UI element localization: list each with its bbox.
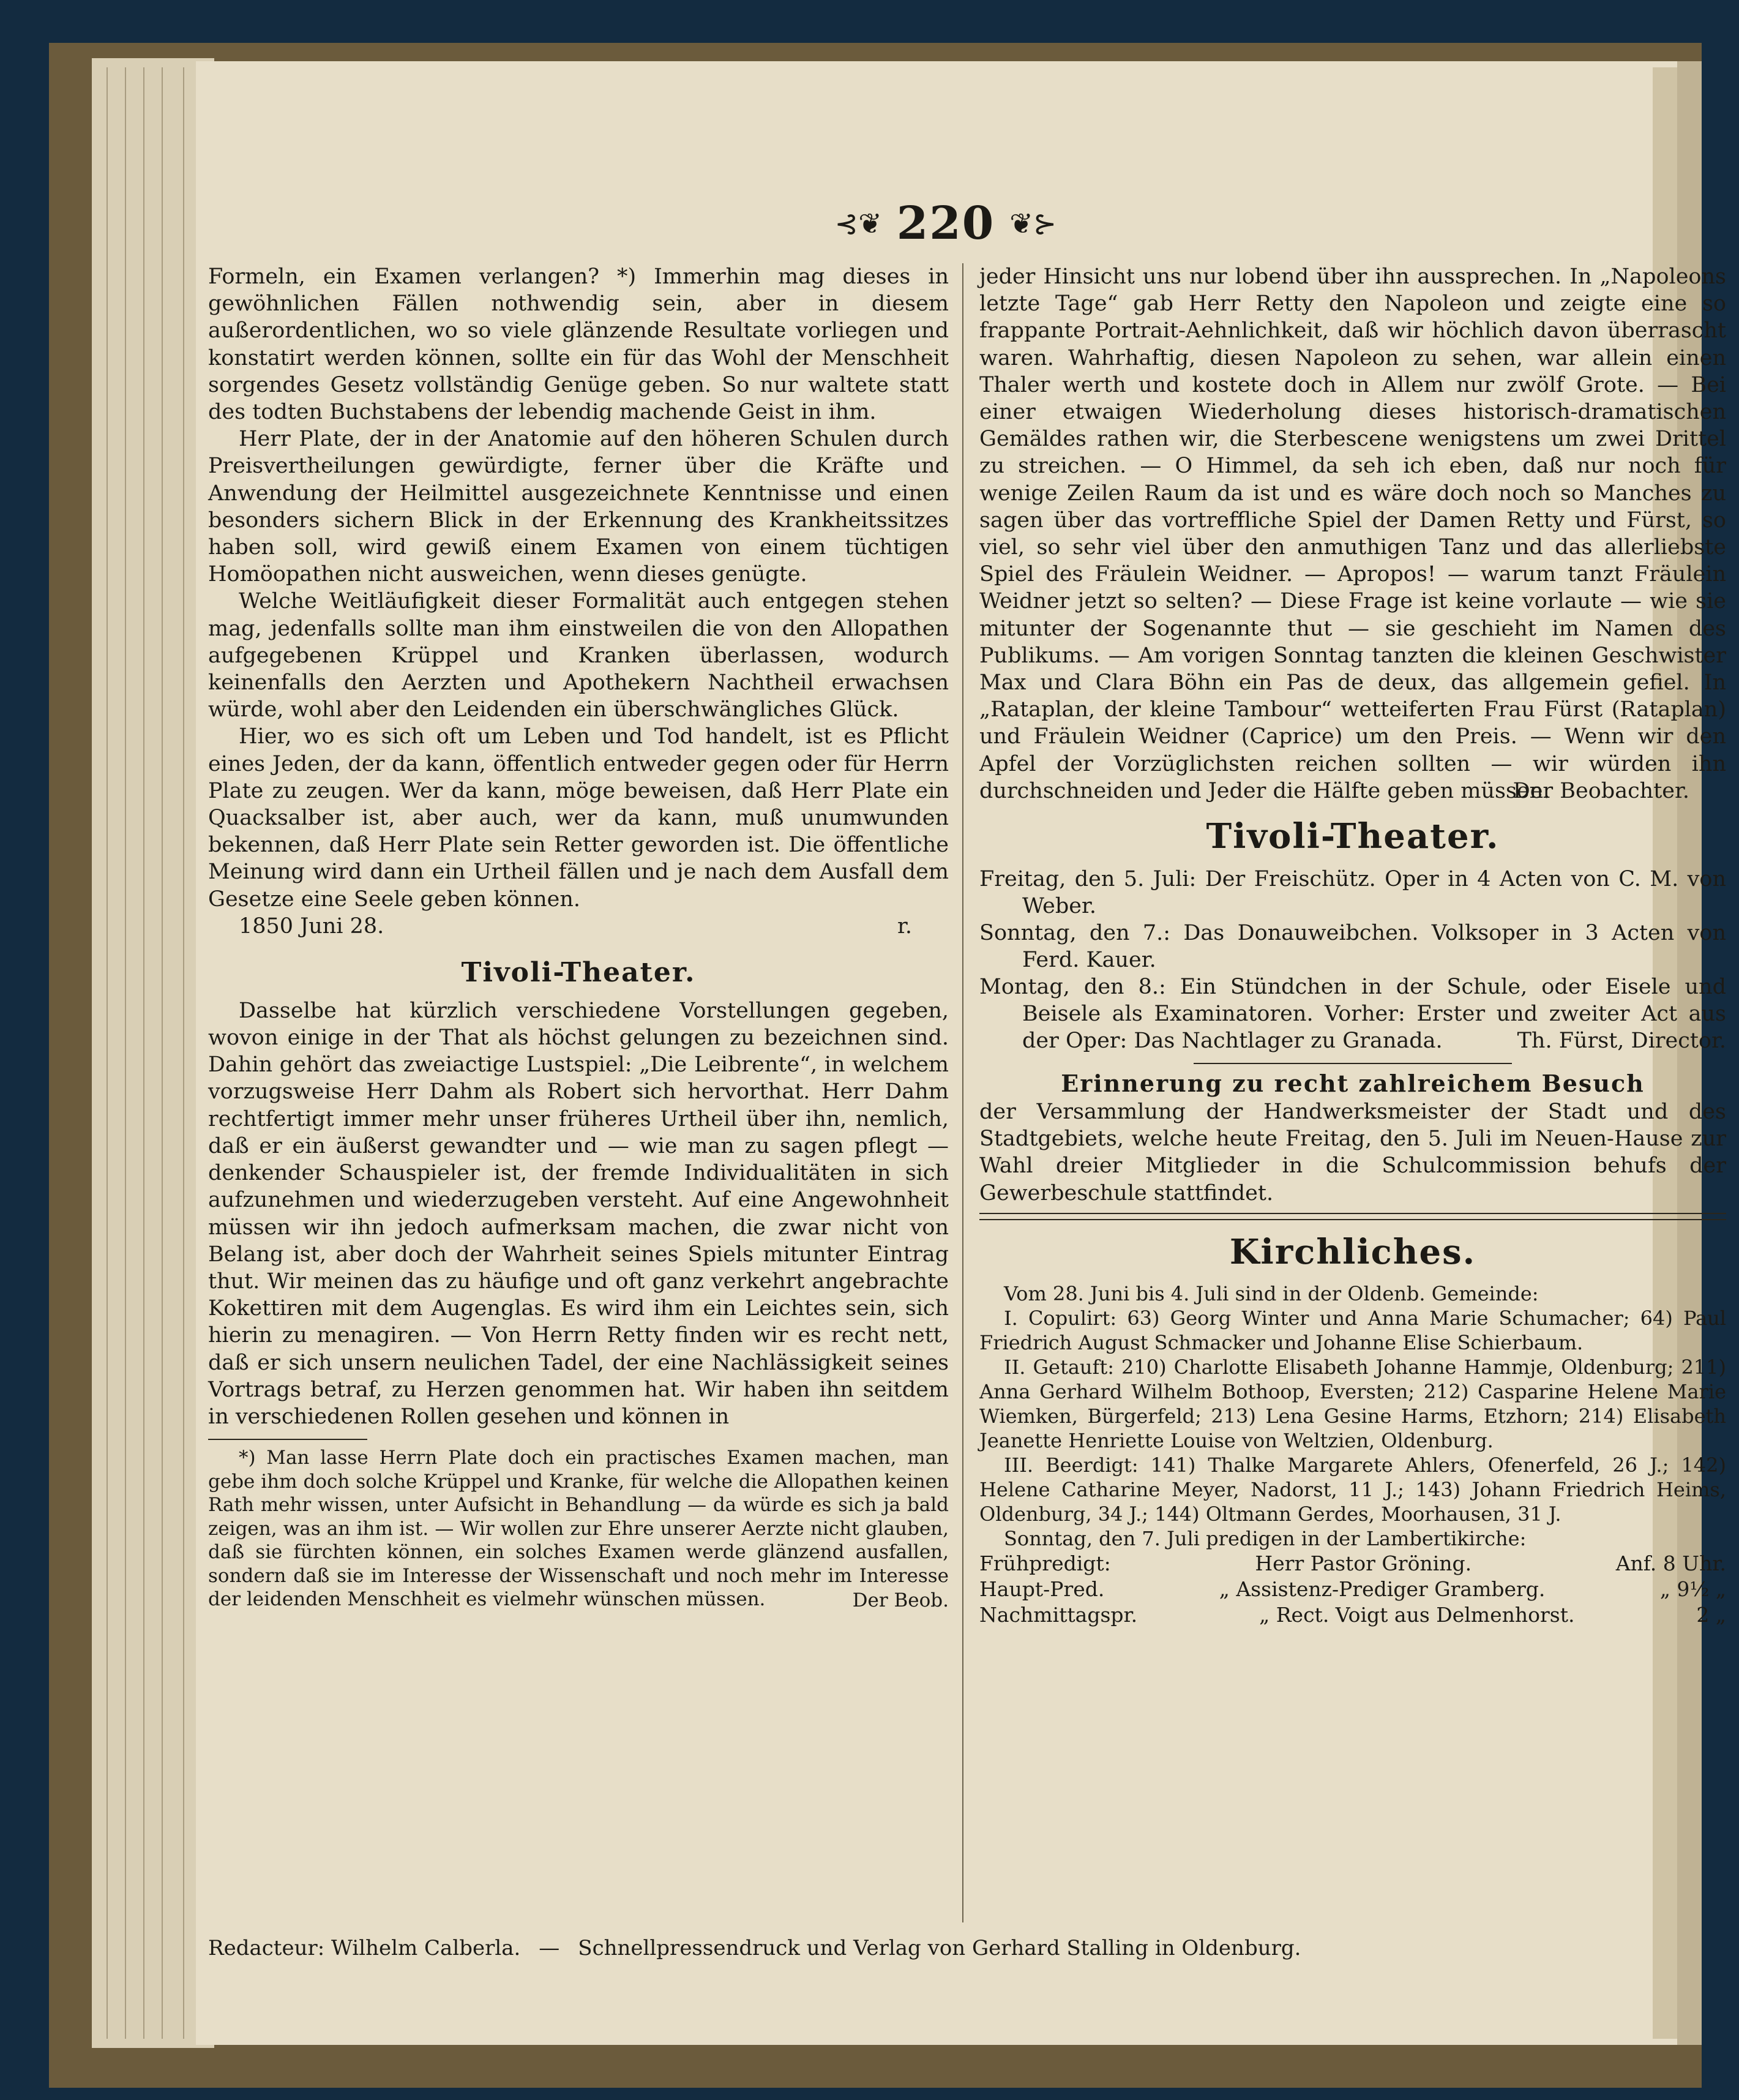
- sermon-schedule: [979, 1551, 1726, 1628]
- author-initial: r.: [897, 913, 912, 939]
- church-baptisms: II. Getauft: 210) Charlotte Elisabeth Johanne Hammje, Oldenburg; 211) Anna Gerhard Wilhelm Bothoop, Eversten; 212) Casparine Helene Marie Wiemken, Bürgerfeld; 213) Lena Gesine Harms, Etzhorn; 214) Elisabeth Jeanette Henriette Louise von Weltzien, Oldenburg.: [979, 1355, 1726, 1452]
- program-entry: Sonntag, den 7.: Das Donauweibchen. Volksoper in 3 Acten von Ferd. Kauer.: [979, 921, 1726, 973]
- sermon-row: [979, 1577, 1726, 1602]
- notice: [979, 1069, 1726, 1207]
- section-heading: Tivoli-Theater.: [1206, 816, 1500, 857]
- program-entry: Montag, den 8.: Ein Stündchen in der Schule, oder Eisele und Beisele als Examinatoren. Vorher: Erster und zweiter Act aus der Oper: Das Nachtlager zu Granada.: [979, 975, 1726, 1054]
- section-heading: Kirchliches.: [1229, 1231, 1476, 1272]
- sermon-row: [979, 1551, 1726, 1577]
- notice-title: Erinnerung zu recht zahlreichem Besuch: [1061, 1070, 1645, 1098]
- service-name: Haupt-Pred.: [979, 1577, 1105, 1601]
- notice-body: der Versammlung der Handwerksmeister der Stadt und des Stadtgebiets, welche heute Freitag, den 5. Juli im Neuen-Hause zur Wahl dreier Mitglieder in die Schulcommission behufs der Gewerbeschule stattfindet.: [979, 1100, 1726, 1206]
- footnote: [208, 1446, 949, 1611]
- program-signature: Th. Fürst, Director.: [1517, 1029, 1726, 1054]
- divider: [1194, 1063, 1512, 1064]
- editor-credit: Redacteur: Wilhelm Calberla.: [208, 1936, 521, 1960]
- dateline: [208, 913, 949, 940]
- paragraph: Formeln, ein Examen verlangen? *) Immerhin mag dieses in gewöhnlichen Fällen nothwendig sein, aber in diesem außerordentlichen, wo so viele glänzende Resultate vorliegen und konstatirt werden können, sollte ein für das Wohl der Menschheit sorgendes Gesetz vollständig Genüge geben. So nur waltete statt des todten Buchstabens der lebendig machende Geist in ihm.: [208, 264, 949, 425]
- service-time: Anf. 8 Uhr.: [1615, 1551, 1726, 1575]
- program-entry: Freitag, den 5. Juli: Der Freischütz. Oper in 4 Acten von C. M. von Weber.: [979, 867, 1726, 919]
- section-heading: Tivoli-Theater.: [461, 956, 696, 988]
- church-marriages: I. Copulirt: 63) Georg Winter und Anna Marie Schumacher; 64) Paul Friedrich August Schmacker und Johanne Elise Schierbaum.: [979, 1306, 1726, 1354]
- preacher: Herr Pastor Gröning.: [1255, 1551, 1472, 1575]
- service-time: „ 9½ „: [1659, 1577, 1726, 1601]
- sermon-intro: Sonntag, den 7. Juli predigen in der Lambertikirche:: [1004, 1526, 1527, 1550]
- imprint-dash: —: [539, 1936, 560, 1960]
- service-name: Frühpredigt:: [979, 1551, 1111, 1575]
- divider: [979, 1213, 1726, 1214]
- imprint-line: [208, 1935, 1689, 1962]
- printer-credit: Schnellpressendruck und Verlag von Gerhard Stalling in Oldenburg.: [578, 1936, 1301, 1960]
- theater-program: [979, 866, 1726, 1054]
- sermon-row: [979, 1602, 1726, 1628]
- article-date: 1850 Juni 28.: [239, 913, 384, 939]
- footnote-rule: [208, 1439, 367, 1440]
- church-notices: [979, 1281, 1726, 1551]
- service-time: 2 „: [1696, 1602, 1726, 1627]
- paragraph: Herr Plate, der in der Anatomie auf den höheren Schulen durch Preisvertheilungen gewürdigte, ferner über die Kräfte und Anwendung der Heilmittel ausgezeichnete Kenntnisse und einen besonders sichern Blick in der Erkennung des Krankheitssitzes haben soll, wird gewiß einem Examen von einem tüchtigen Homöopathen nicht ausweichen, wenn dieses genügte.: [208, 427, 949, 587]
- left-column: [208, 263, 949, 1611]
- paragraph: Dasselbe hat kürzlich verschiedene Vorstellungen gegeben, wovon einige in der That als höchst gelungen zu bezeichnen sind. Dahin gehört das zweiactige Lustspiel: „Die Leibrente“, in welchem vorzugsweise Herr Dahm als Robert sich hervorthat. Herr Dahm rechtfertigt immer mehr unser früheres Urtheil über ihn, nemlich, daß er ein äußerst gewandter und — wie man zu sagen pflegt — denkender Schauspieler ist, der fremde Individualitäten in sich aufzunehmen und wiederzugeben versteht. Auf eine Angewohnheit müssen wir ihn jedoch aufmerksam machen, die zwar nicht von Belang ist, aber doch der Wahrheit seines Spiels mitunter Eintrag thut. Wir meinen das zu häufige und oft ganz verkehrt angebrachte Kokettiren mit dem Augenglas. Es wird ihm ein Leichtes sein, sich hierin zu menagiren. — Von Herrn Retty finden wir es recht nett, daß er sich unsern neulichen Tadel, der eine Nachlässigkeit seines Vortrags betraf, zu Herzen genommen hat. Wir haben ihn seitdem in verschiedenen Rollen gesehen und können in: [208, 998, 949, 1429]
- footnote-signature: Der Beob.: [852, 1589, 949, 1611]
- page-header: [817, 193, 1074, 254]
- right-ornament-icon: ❦⊱: [1009, 207, 1057, 240]
- footnote-text: *) Man lasse Herrn Plate doch ein practisches Examen machen, man gebe ihm doch solche Krüppel und Kranke, für welche die Allopathen keinen Rath mehr wissen, unter Aufsicht in Behandlung — da würde es sich ja bald zeigen, was an ihm ist. — Wir wollen zur Ehre unserer Aerzte nicht glauben, daß sie fürchten können, ein solches Examen werde glänzend ausfallen, sondern daß sie im Interesse der Wissenschaft und noch mehr im Interesse der leidenden Menschheit es vielmehr wünschen müssen.: [208, 1447, 949, 1611]
- preacher: „ Rect. Voigt aus Delmenhorst.: [1259, 1602, 1575, 1627]
- church-burials: III. Beerdigt: 141) Thalke Margarete Ahlers, Ofenerfeld, 26 J.; 142) Helene Catharine Meyer, Nadorst, 11 J.; 143) Johann Friedrich Heims, Oldenburg, 34 J.; 144) Oltmann Gerdes, Moorhausen, 31 J.: [979, 1453, 1726, 1526]
- paragraph: jeder Hinsicht uns nur lobend über ihn aussprechen. In „Napoleons letzte Tage“ gab Herr Retty den Napoleon und zeigte eine so frappante Portrait-Aehnlichkeit, daß wir höchlich davon überrascht waren. Wahrhaftig, diesen Napoleon zu sehen, war allein einen Thaler werth und kostete doch in Allem nur zwölf Grote. — Bei einer etwaigen Wiederholung dieses historisch-dramatischen Gemäldes rathen wir, die Sterbescene wenigstens um zwei Drittel zu streichen. — O Himmel, da seh ich eben, daß nur noch für wenige Zeilen Raum da ist und es wäre doch noch so Manches zu sagen über das vortreffliche Spiel der Damen Retty und Fürst, so viel, so sehr viel über den anmuthigen Tanz und das allerliebste Spiel des Fräulein Weidner. — Apropos! — warum tanzt Fräulein Weidner jetzt so selten? — Diese Frage ist keine vorlaute — wie sie mitunter der Sogenannte thut — sie geschieht im Namen des Publikums. — Am vorigen Sonntag tanzten die kleinen Geschwister Max und Clara Böhn ein Pas de deux, das allgemein gefiel. In „Rataplan, der kleine Tambour“ wetteiferten Frau Fürst (Rataplan) und Fräulein Weidner (Caprice) um den Preis. — Wenn wir den Apfel der Vorzüglichsten reichen sollten — wir würden ihn durchschneiden und Jeder die Hälfte geben müssen.: [979, 264, 1726, 803]
- page-number: 220: [896, 197, 995, 250]
- service-name: Nachmittagspr.: [979, 1602, 1138, 1627]
- paragraph: Hier, wo es sich oft um Leben und Tod handelt, ist es Pflicht eines Jeden, der da kann, öffentlich entweder gegen oder für Herrn Plate zu zeugen. Wer da kann, möge beweisen, daß Herr Plate ein Quacksalber ist, aber auch, wer da kann, muß unumwunden bekennen, daß Herr Plate sein Retter geworden ist. Die öffentliche Meinung wird dann ein Urtheil fällen und je nach dem Ausfall dem Gesetze eine Seele geben können.: [208, 724, 949, 912]
- church-intro: Vom 28. Juni bis 4. Juli sind in der Oldenb. Gemeinde:: [1004, 1281, 1539, 1305]
- article-signature: Der Beobachter.: [1513, 779, 1689, 804]
- preacher: „ Assistenz-Prediger Gramberg.: [1219, 1577, 1546, 1601]
- left-ornament-icon: ⊰❦: [834, 207, 882, 240]
- column-divider: [962, 263, 963, 1922]
- right-column: [979, 263, 1726, 1628]
- newspaper-page: [208, 73, 1726, 2027]
- paragraph: Welche Weitläufigkeit dieser Formalität auch entgegen stehen mag, jedenfalls sollte man ihm einstweilen die von den Allopathen aufgegebenen Krüppel und Kranken überlassen, wodurch keinenfalls den Aerzten und Apothekern Nachtheil erwachsen würde, wohl aber den Leidenden ein überschwängliches Glück.: [208, 589, 949, 722]
